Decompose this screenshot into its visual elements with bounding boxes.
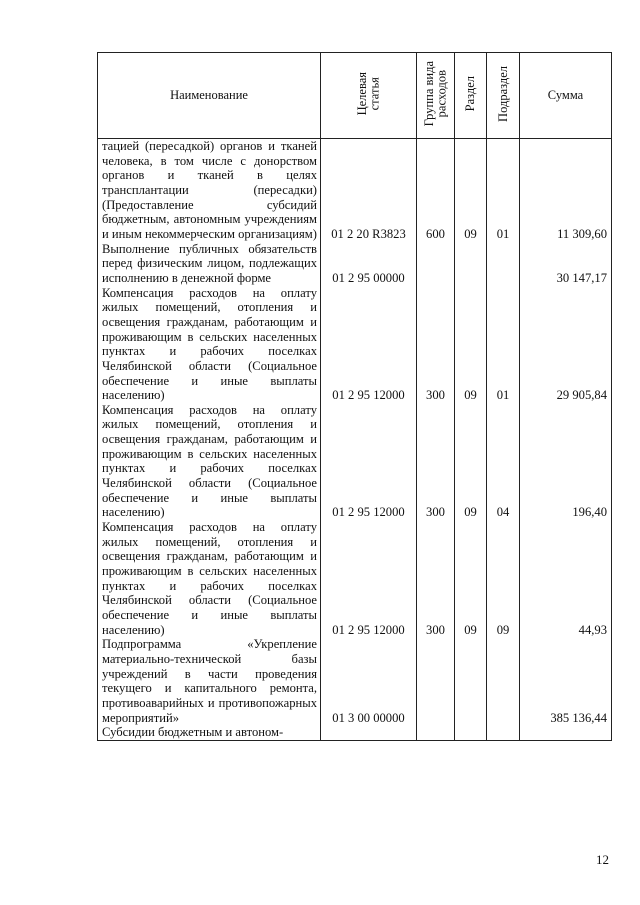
header-group (417, 53, 455, 139)
row-group (417, 242, 455, 286)
header-section (455, 53, 487, 139)
row-name: Подпрограмма «Укрепление материально-технической базы учреждений в части проведения текущего и капитального ремонта, противоаварийных и противопожарных мероприятий» (98, 637, 321, 725)
row-name: Компенсация расходов на оплату жилых помещений, отопления и освещения гражданам, работающим и проживающим в сельских населенных пунктах и рабочих поселках Челябинской области (Социальное обеспечение и иные выплаты населению) (98, 286, 321, 403)
row-sum: 196,40 (520, 403, 612, 520)
row-subsection (487, 725, 520, 740)
header-group-text: Группа вида расходов (422, 61, 449, 127)
row-group (417, 725, 455, 740)
row-section: 09 (455, 139, 487, 242)
table-row (98, 637, 612, 725)
row-sum: 385 136,44 (520, 637, 612, 725)
row-target: 01 2 20 R3823 (321, 139, 417, 242)
row-name: Компенсация расходов на оплату жилых помещений, отопления и освещения гражданам, работающим и проживающим в сельских населенных пунктах и рабочих поселках Челябинской области (Социальное обеспечение и иные выплаты населению) (98, 403, 321, 520)
budget-table (97, 52, 612, 741)
row-group (417, 637, 455, 725)
row-section: 09 (455, 403, 487, 520)
header-target (321, 53, 417, 139)
row-section (455, 242, 487, 286)
row-section (455, 637, 487, 725)
row-name: Субсидии бюджетным и автоном- (98, 725, 321, 740)
row-target: 01 2 95 12000 (321, 403, 417, 520)
row-name: Выполнение публичных обязательств перед физическим лицом, подлежащих исполнению в денежной форме (98, 242, 321, 286)
row-section: 09 (455, 286, 487, 403)
row-name: тацией (пересадкой) органов и тканей человека, в том числе с донорством органов и тканей в целях трансплантации (пересадки) (Предоставление субсидий бюджетным, автономным учреждениям и иным некоммерческим организациям) (98, 139, 321, 242)
header-sum: Сумма (520, 53, 612, 139)
row-target: 01 3 00 00000 (321, 637, 417, 725)
row-target: 01 2 95 12000 (321, 286, 417, 403)
row-target: 01 2 95 12000 (321, 520, 417, 637)
row-sum (520, 725, 612, 740)
row-sum: 29 905,84 (520, 286, 612, 403)
row-subsection: 01 (487, 286, 520, 403)
table-row (98, 520, 612, 637)
row-subsection: 09 (487, 520, 520, 637)
row-target (321, 725, 417, 740)
row-sum: 11 309,60 (520, 139, 612, 242)
row-group: 300 (417, 520, 455, 637)
row-subsection (487, 637, 520, 725)
row-sum: 44,93 (520, 520, 612, 637)
row-group: 300 (417, 286, 455, 403)
row-section: 09 (455, 520, 487, 637)
header-name: Наименование (98, 53, 321, 139)
row-sum: 30 147,17 (520, 242, 612, 286)
table-row (98, 725, 612, 740)
header-subsection-text: Подраздел (495, 65, 510, 122)
table-row (98, 403, 612, 520)
page-number: 12 (596, 852, 609, 867)
row-section (455, 725, 487, 740)
row-name: Компенсация расходов на оплату жилых помещений, отопления и освещения гражданам, работающим и проживающим в сельских населенных пунктах и рабочих поселках Челябинской области (Социальное обеспечение и иные выплаты населению) (98, 520, 321, 637)
row-subsection (487, 242, 520, 286)
header-section-text: Раздел (463, 76, 478, 112)
row-subsection: 01 (487, 139, 520, 242)
table-row (98, 139, 612, 242)
row-group: 300 (417, 403, 455, 520)
table-row (98, 286, 612, 403)
table-row (98, 242, 612, 286)
header-target-text: Целевая статья (355, 72, 382, 116)
row-target: 01 2 95 00000 (321, 242, 417, 286)
header-subsection (487, 53, 520, 139)
row-group: 600 (417, 139, 455, 242)
table-header-row (98, 53, 612, 139)
row-subsection: 04 (487, 403, 520, 520)
